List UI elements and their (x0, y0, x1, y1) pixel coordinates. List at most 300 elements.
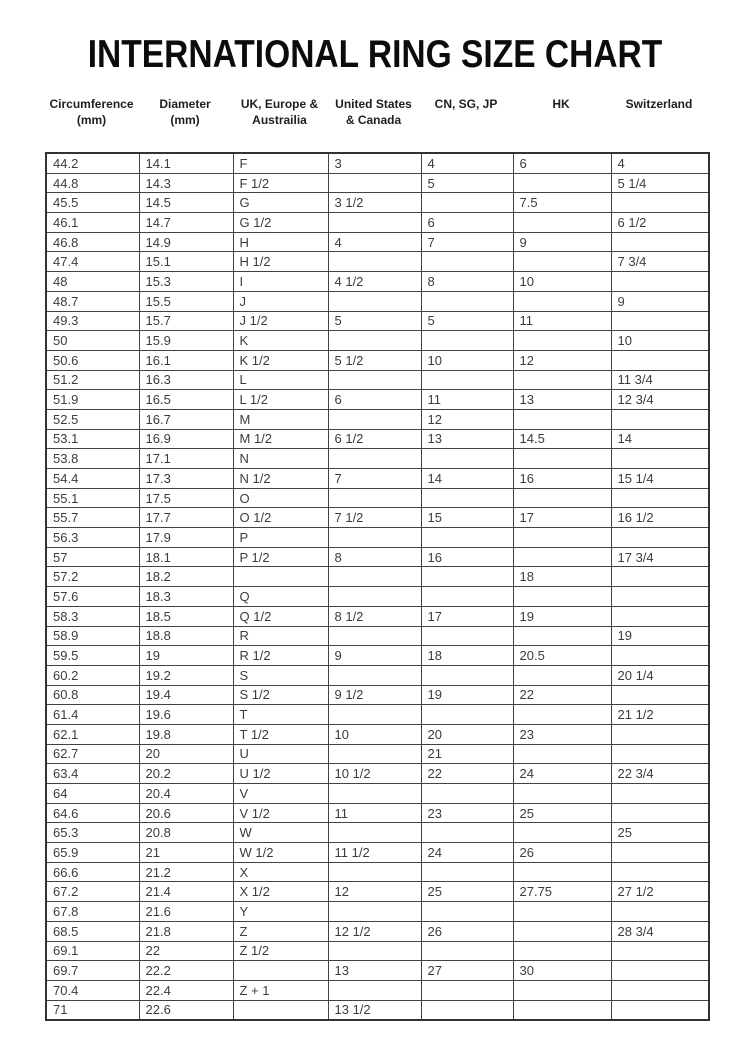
table-cell: I (233, 272, 328, 292)
table-cell: 45.5 (46, 193, 139, 213)
table-cell: 17 3/4 (611, 547, 709, 567)
table-cell (513, 823, 611, 843)
table-cell: Q 1/2 (233, 606, 328, 626)
table-cell: G (233, 193, 328, 213)
table-cell: W 1/2 (233, 843, 328, 863)
table-cell: 19.6 (139, 705, 233, 725)
table-cell: 13 (513, 390, 611, 410)
column-header-line: United States (335, 97, 412, 111)
table-cell: 71 (46, 1000, 139, 1020)
table-cell: S 1/2 (233, 685, 328, 705)
column-header-line: Austrailia (252, 113, 307, 127)
table-row (46, 606, 709, 626)
table-cell: 11 1/2 (328, 843, 421, 863)
table-cell: 63.4 (46, 764, 139, 784)
table-cell: 13 (421, 429, 513, 449)
table-cell: 62.1 (46, 724, 139, 744)
table-cell: 20.6 (139, 803, 233, 823)
table-cell (611, 941, 709, 961)
table-cell: 12 (421, 409, 513, 429)
table-cell (513, 547, 611, 567)
table-cell: 21.6 (139, 902, 233, 922)
table-row (46, 409, 709, 429)
table-cell (328, 823, 421, 843)
table-row (46, 882, 709, 902)
table-cell: 53.1 (46, 429, 139, 449)
table-cell: 11 (421, 390, 513, 410)
table-cell: 61.4 (46, 705, 139, 725)
table-row (46, 1000, 709, 1020)
table-cell: 23 (421, 803, 513, 823)
table-row (46, 272, 709, 292)
table-cell: T (233, 705, 328, 725)
ring-size-table (45, 152, 710, 1021)
table-cell: J (233, 291, 328, 311)
table-cell (513, 449, 611, 469)
table-cell: 14.3 (139, 173, 233, 193)
table-row (46, 311, 709, 331)
table-cell (421, 862, 513, 882)
table-cell: 15.3 (139, 272, 233, 292)
table-cell: 15.9 (139, 331, 233, 351)
table-row (46, 291, 709, 311)
table-cell: 21 (139, 843, 233, 863)
table-cell (513, 862, 611, 882)
table-cell (513, 902, 611, 922)
table-cell: L (233, 370, 328, 390)
table-cell: 25 (421, 882, 513, 902)
table-cell (513, 213, 611, 233)
table-cell (421, 193, 513, 213)
table-cell: 67.2 (46, 882, 139, 902)
table-row (46, 488, 709, 508)
table-cell: 5 1/4 (611, 173, 709, 193)
column-header-line: Diameter (159, 97, 211, 111)
table-cell: H (233, 232, 328, 252)
table-cell: 18.2 (139, 567, 233, 587)
table-cell: 6 (328, 390, 421, 410)
column-header-6 (512, 96, 610, 128)
table-cell: 22.2 (139, 961, 233, 981)
table-cell: O (233, 488, 328, 508)
table-cell (328, 252, 421, 272)
table-cell: 60.2 (46, 665, 139, 685)
table-cell: R (233, 626, 328, 646)
table-cell: 44.8 (46, 173, 139, 193)
table-cell: 57.6 (46, 587, 139, 607)
table-cell (328, 567, 421, 587)
table-cell: 19 (421, 685, 513, 705)
table-cell: 58.3 (46, 606, 139, 626)
column-header-line: Circumference (49, 97, 134, 111)
table-cell: 15.1 (139, 252, 233, 272)
table-cell (611, 902, 709, 922)
table-cell (611, 784, 709, 804)
table-row (46, 252, 709, 272)
table-cell (421, 331, 513, 351)
table-cell: 10 1/2 (328, 764, 421, 784)
table-cell: 20 (139, 744, 233, 764)
table-cell: 5 (421, 173, 513, 193)
table-cell: 19 (513, 606, 611, 626)
table-cell: 62.7 (46, 744, 139, 764)
table-cell: 20 1/4 (611, 665, 709, 685)
table-row (46, 547, 709, 567)
table-cell (513, 587, 611, 607)
table-cell: 8 (328, 547, 421, 567)
table-cell: 69.1 (46, 941, 139, 961)
table-cell: 66.6 (46, 862, 139, 882)
table-row (46, 449, 709, 469)
table-cell (328, 980, 421, 1000)
table-cell: 19.8 (139, 724, 233, 744)
table-cell: X 1/2 (233, 882, 328, 902)
table-cell: 14.5 (513, 429, 611, 449)
table-cell: 12 1/2 (328, 921, 421, 941)
table-cell: S (233, 665, 328, 685)
table-cell (611, 272, 709, 292)
table-cell: 67.8 (46, 902, 139, 922)
table-cell (513, 528, 611, 548)
table-row (46, 567, 709, 587)
table-cell (513, 665, 611, 685)
table-cell (421, 587, 513, 607)
table-cell (611, 528, 709, 548)
table-cell: 5 (328, 311, 421, 331)
table-cell: 17 (421, 606, 513, 626)
table-cell: 7 (421, 232, 513, 252)
table-cell: 3 1/2 (328, 193, 421, 213)
table-cell: 51.9 (46, 390, 139, 410)
table-cell: 6 1/2 (611, 213, 709, 233)
table-cell (421, 291, 513, 311)
table-cell (513, 331, 611, 351)
table-row (46, 921, 709, 941)
table-row (46, 685, 709, 705)
table-cell (233, 567, 328, 587)
table-cell: P (233, 528, 328, 548)
table-cell (513, 980, 611, 1000)
table-cell: 17.5 (139, 488, 233, 508)
table-cell (611, 567, 709, 587)
column-header-line: Switzerland (625, 97, 693, 111)
table-cell: 18.3 (139, 587, 233, 607)
table-cell: 16.5 (139, 390, 233, 410)
table-cell: 49.3 (46, 311, 139, 331)
table-cell (513, 173, 611, 193)
table-cell (513, 291, 611, 311)
table-cell: 21 1/2 (611, 705, 709, 725)
table-cell: 68.5 (46, 921, 139, 941)
table-cell (328, 291, 421, 311)
table-cell: 10 (513, 272, 611, 292)
table-cell: 18 (513, 567, 611, 587)
table-cell: 14 (611, 429, 709, 449)
table-cell (328, 370, 421, 390)
table-cell: 69.7 (46, 961, 139, 981)
table-cell: 19 (139, 646, 233, 666)
table-cell (328, 173, 421, 193)
table-cell (611, 193, 709, 213)
table-cell: 11 (513, 311, 611, 331)
table-cell: 22 (421, 764, 513, 784)
table-row (46, 173, 709, 193)
table-cell: 60.8 (46, 685, 139, 705)
table-cell: 16.7 (139, 409, 233, 429)
table-cell: 4 (328, 232, 421, 252)
table-cell: 70.4 (46, 980, 139, 1000)
table-cell: 4 (611, 153, 709, 173)
table-cell (421, 705, 513, 725)
table-row (46, 508, 709, 528)
table-cell (611, 232, 709, 252)
table-cell (611, 350, 709, 370)
table-cell (328, 449, 421, 469)
table-cell (421, 665, 513, 685)
table-row (46, 331, 709, 351)
table-cell: 55.7 (46, 508, 139, 528)
table-row (46, 350, 709, 370)
table-cell: 10 (421, 350, 513, 370)
table-cell (611, 843, 709, 863)
table-cell: 20.2 (139, 764, 233, 784)
table-cell: M (233, 409, 328, 429)
table-cell: 12 (328, 882, 421, 902)
table-cell (421, 1000, 513, 1020)
table-cell: 25 (611, 823, 709, 843)
table-cell: 6 (513, 153, 611, 173)
table-cell (513, 705, 611, 725)
table-cell (328, 744, 421, 764)
table-row (46, 626, 709, 646)
table-cell: 5 1/2 (328, 350, 421, 370)
table-cell: 10 (328, 724, 421, 744)
table-cell: 16 1/2 (611, 508, 709, 528)
table-row (46, 803, 709, 823)
table-cell: 15.7 (139, 311, 233, 331)
table-cell (611, 1000, 709, 1020)
table-row (46, 193, 709, 213)
column-header-line: UK, Europe & (240, 97, 319, 111)
table-cell: 27 1/2 (611, 882, 709, 902)
table-cell (513, 626, 611, 646)
table-cell: 46.1 (46, 213, 139, 233)
table-cell: M 1/2 (233, 429, 328, 449)
table-cell: 12 3/4 (611, 390, 709, 410)
table-row (46, 941, 709, 961)
table-cell: 57 (46, 547, 139, 567)
table-cell: 8 (421, 272, 513, 292)
table-cell: 5 (421, 311, 513, 331)
table-cell: V (233, 784, 328, 804)
table-cell: 58.9 (46, 626, 139, 646)
table-row (46, 665, 709, 685)
table-cell: 19.2 (139, 665, 233, 685)
table-cell: 19 (611, 626, 709, 646)
column-header-line: & Canada (345, 113, 402, 127)
table-cell: 22 (139, 941, 233, 961)
table-cell (421, 784, 513, 804)
table-cell (513, 1000, 611, 1020)
table-cell: K 1/2 (233, 350, 328, 370)
table-cell: 6 (421, 213, 513, 233)
table-cell (611, 803, 709, 823)
table-cell (611, 961, 709, 981)
table-cell: 55.1 (46, 488, 139, 508)
table-cell: 22 (513, 685, 611, 705)
table-row (46, 980, 709, 1000)
table-cell (421, 902, 513, 922)
table-cell: 7 3/4 (611, 252, 709, 272)
table-cell: 30 (513, 961, 611, 981)
table-cell: 16.3 (139, 370, 233, 390)
table-cell: 11 3/4 (611, 370, 709, 390)
table-cell: 16 (513, 469, 611, 489)
table-cell: 21 (421, 744, 513, 764)
table-cell (328, 626, 421, 646)
table-cell (328, 409, 421, 429)
table-cell: 7.5 (513, 193, 611, 213)
table-cell: Z 1/2 (233, 941, 328, 961)
table-cell (421, 252, 513, 272)
table-cell (513, 921, 611, 941)
column-header-3 (232, 96, 327, 128)
table-cell (328, 665, 421, 685)
table-cell (421, 626, 513, 646)
table-row (46, 232, 709, 252)
table-cell: 27 (421, 961, 513, 981)
table-cell: K (233, 331, 328, 351)
table-cell: 21.2 (139, 862, 233, 882)
table-row (46, 646, 709, 666)
table-cell: 4 1/2 (328, 272, 421, 292)
table-cell: 20.4 (139, 784, 233, 804)
table-cell (513, 252, 611, 272)
table-cell: 17.1 (139, 449, 233, 469)
table-cell: 53.8 (46, 449, 139, 469)
table-cell: 16.9 (139, 429, 233, 449)
table-cell (421, 567, 513, 587)
table-cell: 64 (46, 784, 139, 804)
table-cell (611, 862, 709, 882)
table-cell: 28 3/4 (611, 921, 709, 941)
table-cell: 9 (611, 291, 709, 311)
table-cell: 17.7 (139, 508, 233, 528)
table-cell: J 1/2 (233, 311, 328, 331)
column-header-line: HK (552, 97, 570, 111)
table-cell (513, 784, 611, 804)
table-cell: 9 (328, 646, 421, 666)
table-row (46, 823, 709, 843)
table-cell: 27.75 (513, 882, 611, 902)
table-cell: 52.5 (46, 409, 139, 429)
table-row (46, 429, 709, 449)
table-cell (611, 606, 709, 626)
table-cell (328, 705, 421, 725)
table-cell: 15.5 (139, 291, 233, 311)
column-header-2 (138, 96, 232, 128)
table-cell: 14.5 (139, 193, 233, 213)
table-cell: Y (233, 902, 328, 922)
table-cell (328, 862, 421, 882)
table-cell: 18 (421, 646, 513, 666)
table-cell: 15 (421, 508, 513, 528)
table-cell: 14 (421, 469, 513, 489)
table-row (46, 744, 709, 764)
table-cell: 10 (611, 331, 709, 351)
table-cell (421, 488, 513, 508)
table-cell: 6 1/2 (328, 429, 421, 449)
table-cell: 56.3 (46, 528, 139, 548)
table-cell: 48.7 (46, 291, 139, 311)
table-cell: N (233, 449, 328, 469)
table-cell: 15 1/4 (611, 469, 709, 489)
table-cell: 20 (421, 724, 513, 744)
table-cell (328, 331, 421, 351)
table-cell (328, 941, 421, 961)
table-row (46, 843, 709, 863)
table-cell: F (233, 153, 328, 173)
table-row (46, 705, 709, 725)
table-cell: P 1/2 (233, 547, 328, 567)
table-cell: 57.2 (46, 567, 139, 587)
table-cell: F 1/2 (233, 173, 328, 193)
table-cell: T 1/2 (233, 724, 328, 744)
table-cell: 64.6 (46, 803, 139, 823)
table-cell: 59.5 (46, 646, 139, 666)
table-cell: 13 (328, 961, 421, 981)
table-cell: O 1/2 (233, 508, 328, 528)
table-cell: X (233, 862, 328, 882)
table-cell (611, 724, 709, 744)
table-row (46, 469, 709, 489)
table-cell: U (233, 744, 328, 764)
table-cell: 17.9 (139, 528, 233, 548)
table-cell: 51.2 (46, 370, 139, 390)
table-cell: 54.4 (46, 469, 139, 489)
table-cell: 14.1 (139, 153, 233, 173)
table-row (46, 724, 709, 744)
table-cell: 9 (513, 232, 611, 252)
table-cell: Z + 1 (233, 980, 328, 1000)
table-cell: 21.8 (139, 921, 233, 941)
table-cell: 24 (513, 764, 611, 784)
table-cell: 22.6 (139, 1000, 233, 1020)
table-cell: 26 (421, 921, 513, 941)
table-cell (611, 744, 709, 764)
column-header-line: (mm) (76, 113, 107, 127)
table-row (46, 961, 709, 981)
table-row (46, 528, 709, 548)
table-cell (611, 488, 709, 508)
table-row (46, 587, 709, 607)
table-cell (233, 961, 328, 981)
column-header-line: CN, SG, JP (434, 97, 498, 111)
table-cell (328, 784, 421, 804)
table-cell: Z (233, 921, 328, 941)
table-cell (328, 587, 421, 607)
table-cell: 8 1/2 (328, 606, 421, 626)
table-row (46, 902, 709, 922)
table-cell (611, 646, 709, 666)
table-cell: 25 (513, 803, 611, 823)
table-row (46, 370, 709, 390)
column-header-line: (mm) (170, 113, 200, 127)
table-cell: 18.1 (139, 547, 233, 567)
table-cell: 7 1/2 (328, 508, 421, 528)
table-cell: 23 (513, 724, 611, 744)
table-cell: 9 1/2 (328, 685, 421, 705)
